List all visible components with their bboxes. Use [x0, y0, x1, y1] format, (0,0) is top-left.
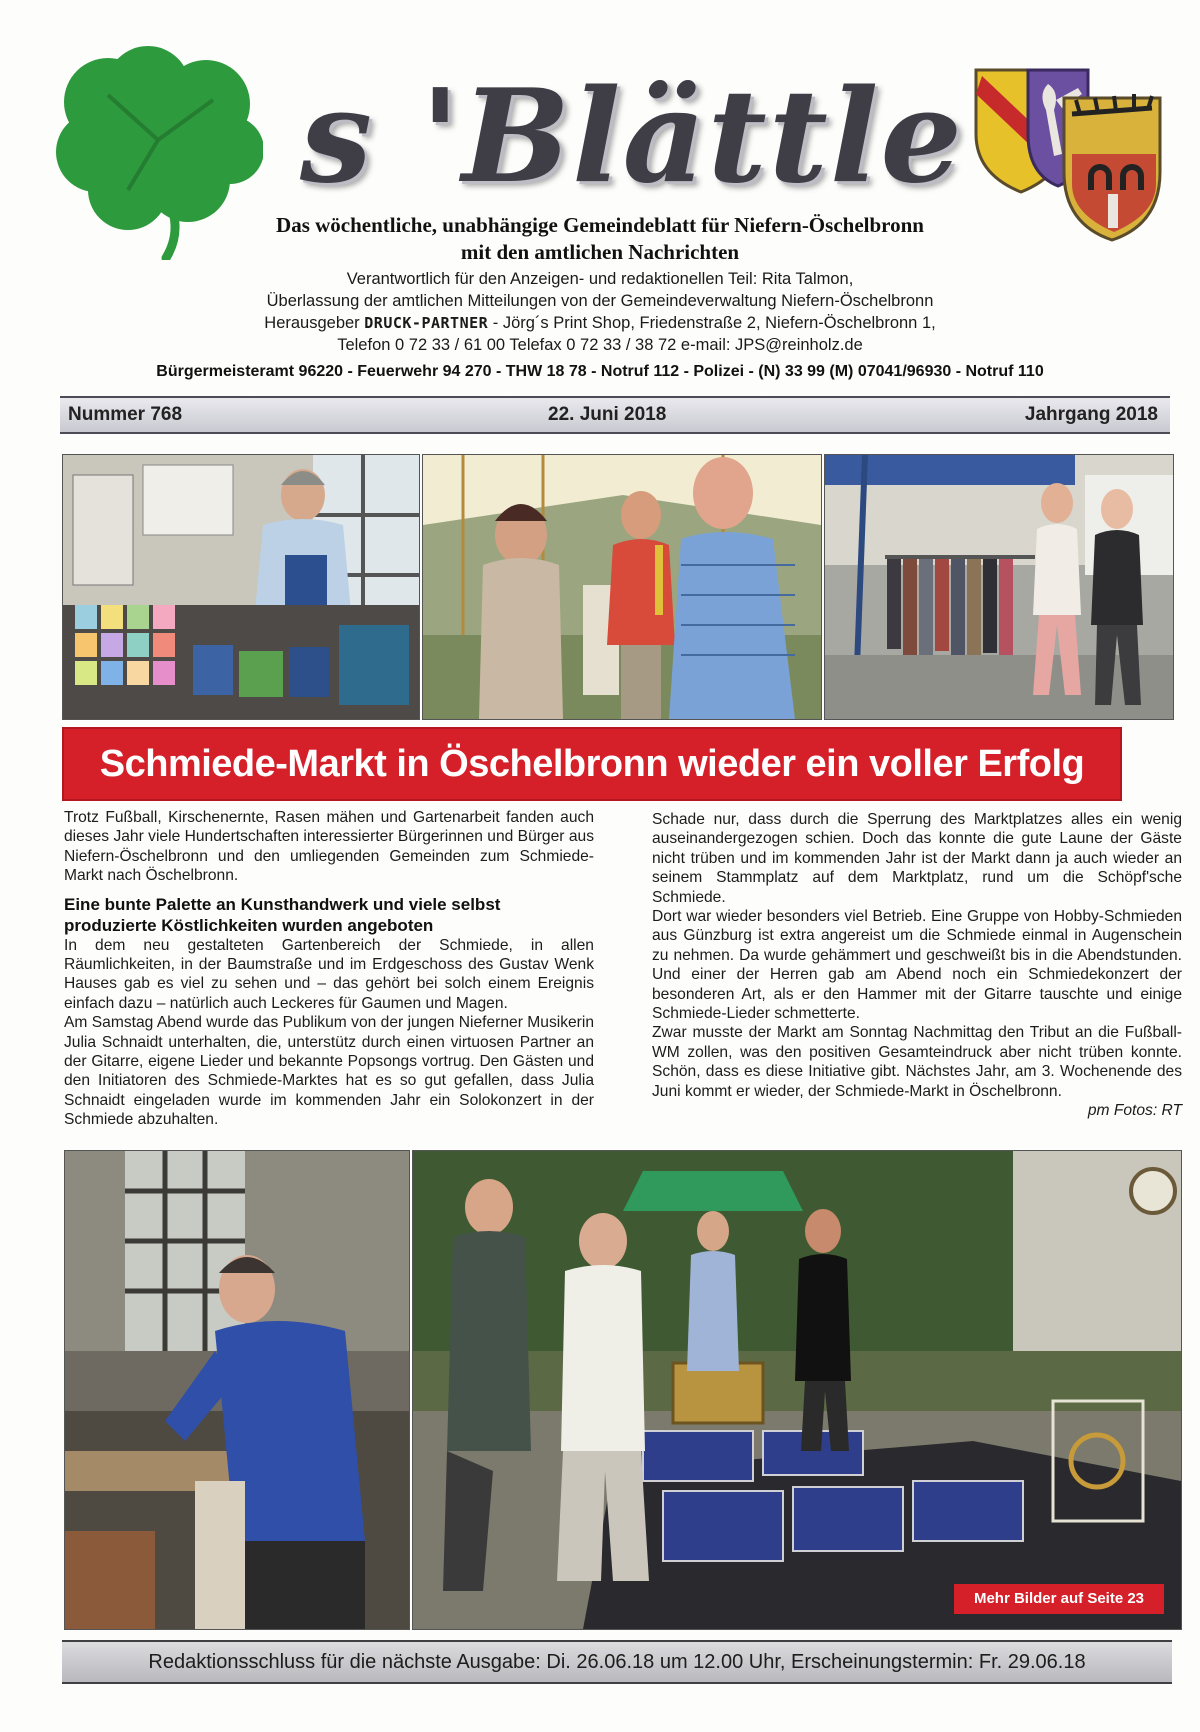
issue-year: Jahrgang 2018: [1024, 404, 1158, 425]
deadline-footer: Redaktionsschluss für die nächste Ausgabe: Di. 26.06.18 um 12.00 Uhr, Erscheinungstermin: Fr. 29.06.18: [62, 1640, 1172, 1684]
imprint: [140, 268, 1060, 356]
article-intro: Trotz Fußball, Kirschenernte, Rasen mähen und Gartenarbeit fanden auch dieses Jahr viele Hundertschaften interessierter Bürgerinnen und Bürger aus Niefern-Öschelbronn und den umliegenden Gemeinden zum Schmiede-Markt nach Öschelbronn.: [64, 809, 594, 885]
photo-watch-market: [412, 1150, 1182, 1630]
article-paragraph: Zwar musste der Markt am Sonntag Nachmittag den Tribut an die Fußball-WM zollen, was den positiven Gesamteindruck aber nicht trüben konnte. Schön, dass es diese Initiative gibt. Nächstes Jahr, am 3. Wochenende des Juni kommt er wieder, der Schmiede-Markt in Öschelbronn.: [652, 1024, 1182, 1100]
article-subheading: Eine bunte Palette an Kunsthandwerk und viele selbst produzierte Köstlichkeiten wurden angeboten: [64, 894, 501, 935]
subtitle-line: mit den amtlichen Nachrichten: [460, 240, 740, 264]
article-column-right: [652, 810, 1182, 1121]
imprint-publisher-line: [140, 312, 1060, 334]
article-paragraph: Dort war wieder besonders viel Betrieb. Eine Gruppe von Hobby-Schmieden aus Günzburg ist extra angereist um die Schmiede einmal in Augenschein zu nehmen. Da wurde gehämmert und geschweißt bis in die Abendstunden. Und einer der Herren gab am Abend noch ein Schmiedekonzert der besonderen Art, als er den Hammer mit der Gitarre tauschte und einige Schmiede-Lieder schmetterte.: [652, 908, 1182, 1023]
photo-clothing-stall: [824, 454, 1174, 720]
photo-market-stall: [422, 454, 822, 720]
article-headline: Schmiede-Markt in Öschelbronn wieder ein voller Erfolg: [62, 727, 1122, 801]
photo-book-stand: [62, 454, 420, 720]
issue-bar: [60, 396, 1170, 434]
emergency-numbers: Bürgermeisteramt 96220 - Feuerwehr 94 270 - THW 18 78 - Notruf 112 - Polizei - (N) 33 99 (M) 07041/96930 - Notruf 110: [156, 363, 1044, 380]
imprint-line: Verantwortlich für den Anzeigen- und redaktionellen Teil: Rita Talmon,: [346, 270, 854, 288]
imprint-line: Überlassung der amtlichen Mitteilungen von der Gemeindeverwaltung Niefern-Öschelbronn: [266, 292, 934, 310]
issue-number: Nummer 768: [68, 404, 183, 425]
imprint-contact-line: Telefon 0 72 33 / 61 00 Telefax 0 72 33 / 38 72 e-mail: JPS@reinholz.de: [337, 336, 863, 354]
article-paragraph: Schade nur, dass durch die Sperrung des Marktplatzes alles ein wenig auseinandergezogen schien. Doch das konnte die gute Laune der Gäste nicht trüben und im kommenden Jahr ist der Markt dann ja auch wieder an seinem Stammplatz auf dem Marktplatz, rund um die Schöpf'sche Schmiede.: [652, 811, 1182, 906]
photo-credit: pm Fotos: RT: [1087, 1102, 1182, 1120]
subtitle-line: Das wöchentliche, unabhängige Gemeindeblatt für Niefern-Öschelbronn: [276, 213, 924, 237]
article-paragraph: In dem neu gestalteten Gartenbereich der Schmiede, in allen Räumlichkeiten, in der Baumstraße und im Erdgeschoss des Gustav Wenk Hauses gab es viel zu sehen und – das gehört bei solch einem Ereignis einfach dazu – natürlich auch Leckeres für Gaumen und Magen.: [64, 936, 594, 1012]
masthead-subtitle: [160, 212, 1040, 266]
article-column-left: [64, 808, 594, 1130]
publisher-brand: DRUCK-PARTNER: [364, 314, 489, 332]
issue-date: 22. Juni 2018: [548, 404, 667, 425]
more-pictures-banner: Mehr Bilder auf Seite 23: [954, 1584, 1164, 1614]
masthead-title: s 'Blättle: [300, 62, 964, 212]
photo-blacksmith-workshop: [64, 1150, 410, 1630]
publisher-label: Herausgeber: [264, 314, 360, 332]
publisher-address: - Jörg´s Print Shop, Friedenstraße 2, Niefern-Öschelbronn 1,: [492, 314, 936, 332]
article-paragraph: Am Samstag Abend wurde das Publikum von der jungen Nieferner Musikerin Julia Schnaidt unterhalten, die, unterstütz durch einen virtuosen Partner an der Gitarre, eigene Lieder und bekannte Popsongs vortrug. Den Gästen und den Initiatoren des Schmiede-Marktes hat es so gut gefallen, dass Julia Schnaidt eingeladen wurde im kommenden Jahr ein Solokonzert in der Schmiede abzuhalten.: [64, 1014, 594, 1129]
